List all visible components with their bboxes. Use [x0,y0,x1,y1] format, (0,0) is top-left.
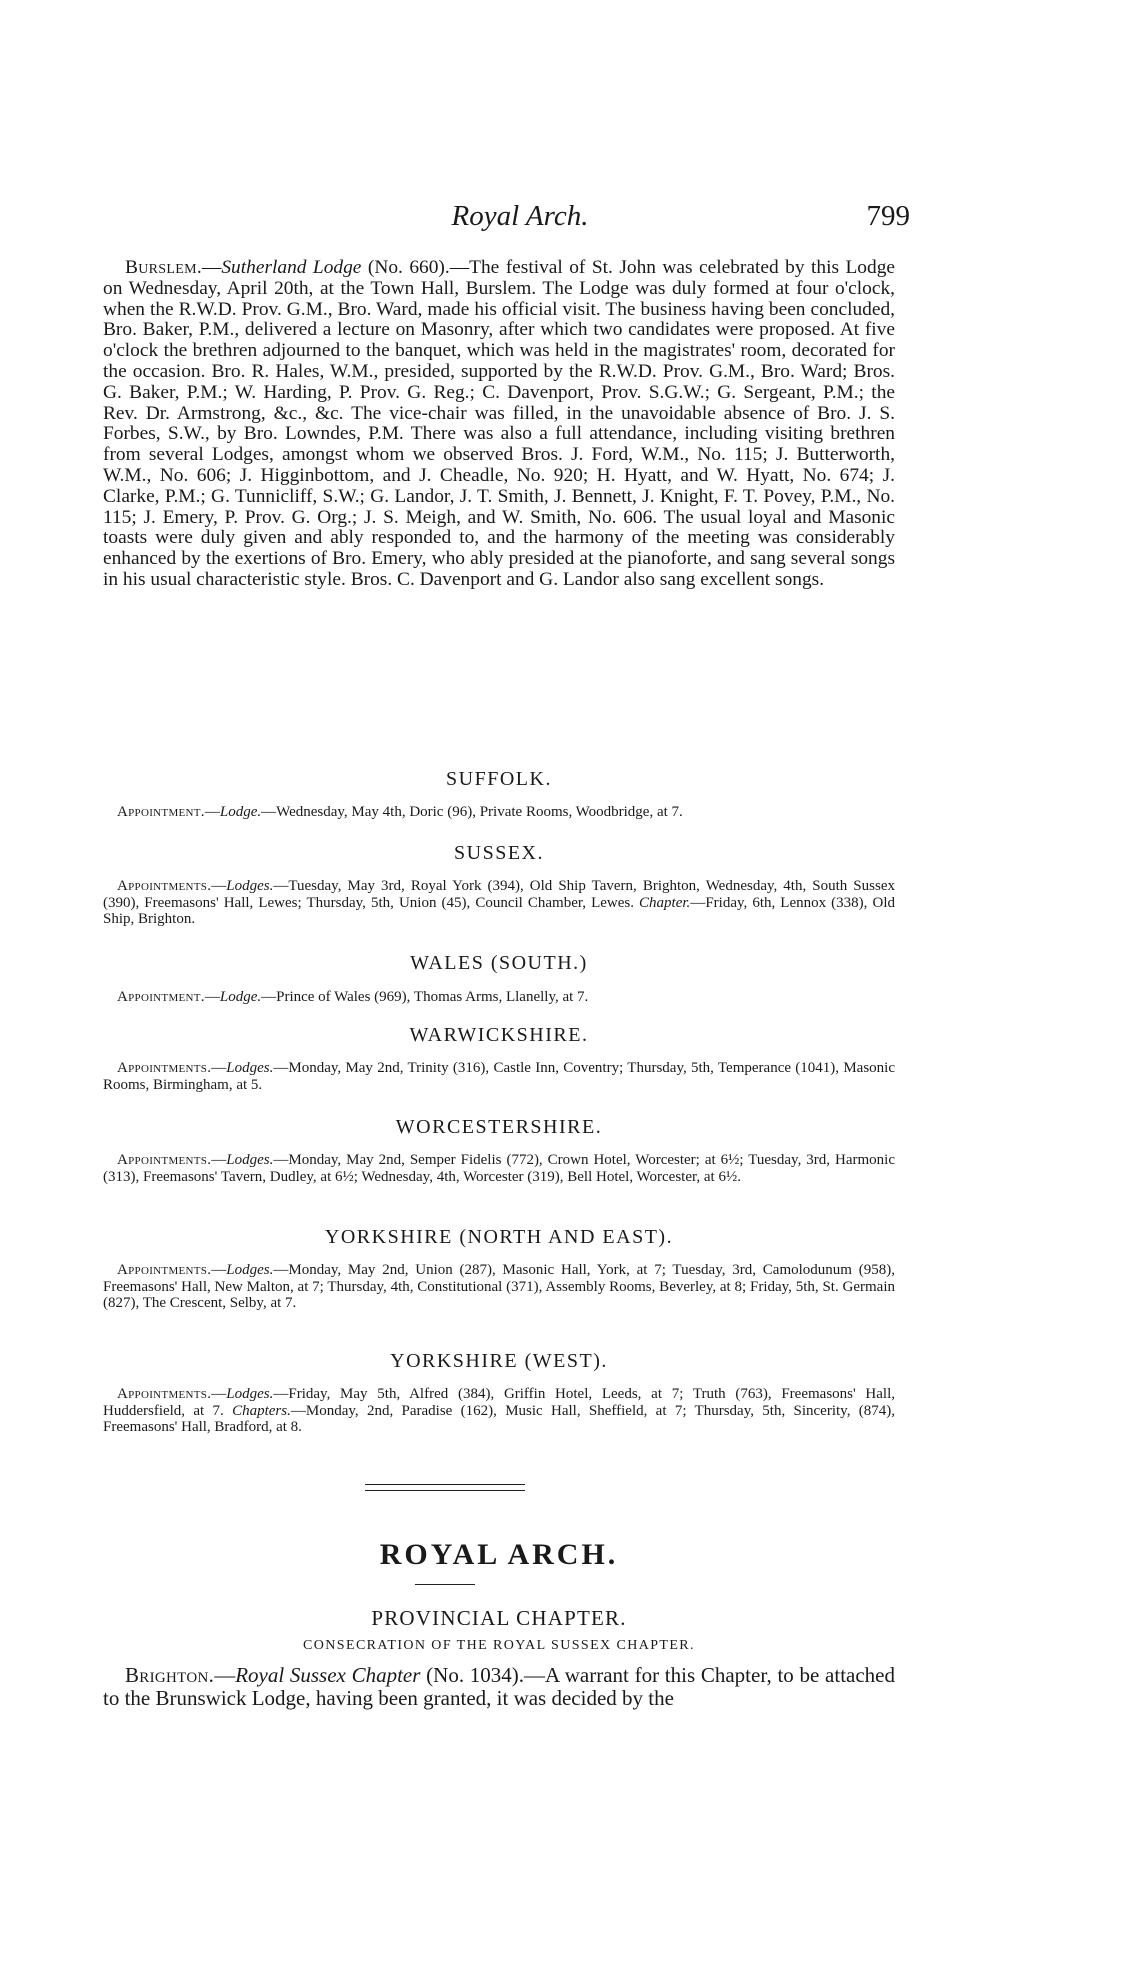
burslem-sep: — [201,257,222,278]
appointment-label: Appointments. [117,1262,212,1278]
appointment-type: Lodges. [226,1262,274,1278]
county-appointments-worcestershire [103,1152,895,1185]
county-heading-warwickshire: WARWICKSHIRE. [409,1024,589,1046]
county-heading-worcestershire: WORCESTERSHIRE. [395,1116,603,1138]
county-heading-sussex: SUSSEX. [454,842,544,864]
appointment-text: — [211,1262,227,1278]
running-head-title: Royal Arch. [451,200,589,232]
appointment-label: Appointments. [117,1386,212,1402]
appointment-text: —Wednesday, May 4th, Doric (96), Private Rooms, Woodbridge, at 7. [261,804,683,820]
appointment-text: — [211,1386,227,1402]
running-head [0,198,1133,238]
county-heading-suffolk: SUFFOLK. [446,768,552,790]
appointment-text: — [211,1060,227,1076]
appointment-type: Chapters. [232,1402,291,1419]
county-heading-wales-south: WALES (SOUTH.) [410,952,588,974]
appointment-type: Lodges. [226,1152,274,1168]
appointment-text: — [211,1152,227,1168]
burslem-text: (No. 660).—The festival of St. John was celebrated by this Lodge on Wednesday, April 20th, at the Town Hall, Burslem. The Lodge was duly formed at four o'clock, when the R.W.D. Prov. G.M., Bro. Ward, made his official visit. The business having been concluded, Bro. Baker, P.M., delivered a lecture on Masonry, after which two candidates were proposed. At five o'clock the brethren adjourned to the banquet, which was held in the magistrates' room, decorated for the occasion. Bro. R. Hales, W.M., presided, supported by the R.W.D. Prov. G.M., Bro. Ward; Bros. G. Baker, P.M.; W. Harding, P. Prov. G. Reg.; C. Davenport, Prov. S.G.W.; G. Sergeant, P.M.; the Rev. Dr. Armstrong, &c., &c. The vice-chair was filled, in the unavoidable absence of Bro. J. S. Forbes, S.W., by Bro. Lowndes, P.M. There was also a full attendance, including visiting brethren from several Lodges, amongst whom we observed Bros. J. Ford, W.M., No. 115; J. Butterworth, W.M., No. 606; J. Higginbottom, and J. Cheadle, No. 920; H. Hyatt, and W. Hyatt, No. 674; J. Clarke, P.M.; G. Tunnicliff, S.W.; G. Landor, J. T. Smith, J. Bennett, J. Knight, F. T. Povey, P.M., No. 115; J. Emery, P. Prov. G. Org.; J. S. Meigh, and W. Smith, No. 606. The usual loyal and Masonic toasts were duly given and ably responded to, and the harmony of the meeting was considerably enhanced by the exertions of Bro. Emery, who ably presided at the pianoforte, and sang several songs in his usual characteristic style. Bros. C. Davenport and G. Landor also sang excellent songs. [103,257,895,590]
county-heading-yorkshire-north-east: YORKSHIRE (NORTH AND EAST). [324,1226,674,1248]
appointment-text: — [204,989,220,1005]
appointment-text: —Monday, May 2nd, Union (287), Masonic Hall, York, at 7; Tuesday, 3rd, Camolodunum (958), Freemasons' Hall, New Malton, at 7; Thursday, 4th, Constitutional (371), Assembly Rooms, Beverley, at 8; Friday, 5th, St. Germain (827), The Crescent, Selby, at 7. [103,1262,895,1311]
appointment-type: Lodges. [226,1060,274,1076]
county-appointments-suffolk [103,804,895,821]
county-appointments-yorkshire-north-east [103,1262,895,1312]
burslem-lodge-name: Sutherland Lodge [221,257,362,278]
appointment-type: Lodges. [226,1386,274,1402]
section-divider-short [415,1584,475,1585]
appointment-text: —Monday, 2nd, Paradise (162), Music Hall, Sheffield, at 7; Thursday, 5th, Sincerity, (874), Freemasons' Hall, Bradford, at 8. [103,1402,895,1435]
section-divider-double [365,1484,525,1491]
page-number: 799 [866,200,910,232]
appointment-text: — [211,878,227,894]
appointment-label: Appointments. [117,1060,212,1076]
appointment-text: —Monday, May 2nd, Trinity (316), Castle Inn, Coventry; Thursday, 5th, Temperance (1041), Masonic Rooms, Birmingham, at 5. [103,1060,895,1093]
appointment-text: —Friday, 6th, Lennox (338), Old Ship, Brighton. [103,894,895,927]
appointment-text: —Monday, May 2nd, Semper Fidelis (772), Crown Hotel, Worcester; at 6½; Tuesday, 3rd, Harmonic (313), Freemasons' Tavern, Dudley, at 6½; Wednesday, 4th, Worcester (319), Bell Hotel, Worcester, at 6½. [103,1152,895,1185]
appointment-type: Chapter. [639,894,691,911]
appointment-type: Lodges. [226,878,274,894]
brighton-text: (No. 1034).—A warrant for this Chapter, to be attached to the Brunswick Lodge, having been granted, it was decided by the [103,1663,896,1710]
appointment-label: Appointment. [117,989,205,1005]
county-appointments-sussex [103,878,895,928]
section-heading-royal-arch: ROYAL ARCH. [379,1538,619,1571]
brighton-report [103,1664,895,1710]
brighton-paragraph [103,1664,895,1710]
appointment-type: Lodge. [219,989,262,1005]
brighton-sep: — [214,1663,236,1687]
county-appointments-yorkshire-west [103,1386,895,1436]
subheading-provincial-chapter: PROVINCIAL CHAPTER. [371,1606,627,1630]
appointment-type: Lodge. [219,804,262,820]
burslem-report [103,258,895,591]
appointment-text: —Prince of Wales (969), Thomas Arms, Llanelly, at 7. [261,989,589,1005]
brighton-chapter-name: Royal Sussex Chapter [235,1663,421,1687]
appointment-label: Appointment. [117,804,205,820]
county-appointments-warwickshire [103,1060,895,1093]
brighton-place: Brighton. [125,1663,215,1687]
county-appointments-wales-south [103,989,895,1006]
burslem-paragraph [103,258,895,591]
appointment-text: —Tuesday, May 3rd, Royal York (394), Old Ship Tavern, Brighton, Wednesday, 4th, South Sussex (390), Freemasons' Hall, Lewes; Thursday, 5th, Union (45), Council Chamber, Lewes. [103,878,895,911]
appointment-text: —Friday, May 5th, Alfred (384), Griffin Hotel, Leeds, at 7; Truth (763), Freemasons' Hall, Huddersfield, at 7. [103,1386,895,1419]
appointment-text: — [204,804,220,820]
appointment-label: Appointments. [117,878,212,894]
appointment-label: Appointments. [117,1152,212,1168]
county-heading-yorkshire-west: YORKSHIRE (WEST). [390,1350,608,1372]
burslem-place: Burslem. [125,257,202,278]
subsubheading-consecration: CONSECRATION OF THE ROYAL SUSSEX CHAPTER. [303,1638,695,1653]
